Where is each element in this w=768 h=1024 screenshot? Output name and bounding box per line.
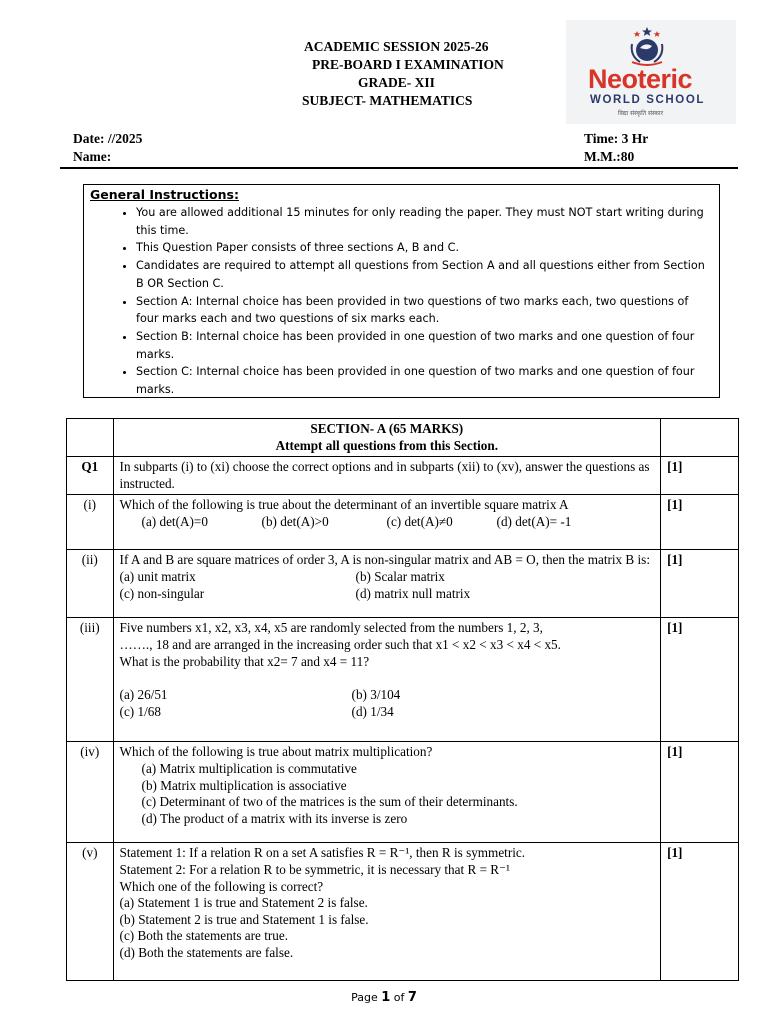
option-d: (d) Both the statements are false. xyxy=(119,944,294,960)
section-subtitle: Attempt all questions from this Section. xyxy=(275,437,499,453)
page-label: Page xyxy=(351,991,378,1004)
table-row xyxy=(67,843,739,981)
logo-brand: Neoteric xyxy=(588,64,693,94)
question-marks: [1] xyxy=(661,550,739,618)
general-instructions xyxy=(83,184,720,398)
instruction-item: • You are allowed additional 15 minutes for only reading the paper. They must NOT start writing during this time. xyxy=(136,204,708,239)
instructions-list xyxy=(84,204,708,399)
header-divider xyxy=(60,167,738,169)
option-c: (c) non-singular xyxy=(119,585,205,601)
option-b: (b) 3/104 xyxy=(351,687,401,703)
question-text: Which of the following is true about the determinant of an invertible square matrix A xyxy=(119,497,569,513)
table-row xyxy=(67,550,739,618)
question-text: In subparts (i) to (xi) choose the correct options and in subparts (xii) to (xv), answer the questions as instructed. xyxy=(113,457,661,495)
table-row xyxy=(67,495,739,550)
instruction-item: • Candidates are required to attempt all questions from Section A and all questions either from Section B OR Section C. xyxy=(136,257,708,292)
max-marks-label: M.M.:80 xyxy=(584,149,635,164)
question-text: If A and B are square matrices of order 3, A is non-singular matrix and AB = O, then the matrix B is: xyxy=(119,552,650,568)
option-a: (a) Statement 1 is true and Statement 2 is false. xyxy=(119,895,368,911)
date-label: Date: //2025 xyxy=(73,131,143,146)
name-label: Name: xyxy=(73,149,112,164)
question-text: Five numbers x1, x2, x3, x4, x5 are randomly selected from the numbers 1, 2, 3, xyxy=(119,620,543,636)
question-marks: [1] xyxy=(661,618,739,742)
subpart-number: (iv) xyxy=(67,742,114,843)
option-d: (d) matrix null matrix xyxy=(355,585,471,601)
option-d: (d) The product of a matrix with its inverse is zero xyxy=(141,810,408,826)
time-label: Time: 3 Hr xyxy=(584,131,649,146)
option-a: (a) 26/51 xyxy=(119,687,168,703)
question-text: Which of the following is true about matrix multiplication? xyxy=(119,744,433,760)
table-row xyxy=(67,457,739,495)
option-a: (a) Matrix multiplication is commutative xyxy=(141,760,357,776)
option-a: (a) det(A)=0 xyxy=(141,513,208,529)
option-b: (b) Scalar matrix xyxy=(355,568,445,584)
session-line: ACADEMIC SESSION 2025-26 xyxy=(304,39,489,54)
page-of: of xyxy=(393,991,405,1004)
section-header-row xyxy=(67,419,739,457)
instruction-item: • Section C: Internal choice has been provided in one question of two marks and one question of four marks. xyxy=(136,363,708,398)
logo-subtitle: WORLD SCHOOL xyxy=(590,94,706,106)
option-b: (b) Matrix multiplication is associative xyxy=(141,777,347,793)
instruction-item: • This Question Paper consists of three sections A, B and C. xyxy=(136,239,708,257)
subpart-number: (ii) xyxy=(67,550,114,618)
instruction-item: • Section A: Internal choice has been provided in two questions of two marks each, two questions of four marks each and two questions of six marks each. xyxy=(136,293,708,328)
exam-line: PRE-BOARD I EXAMINATION xyxy=(312,57,504,72)
question-marks: [1] xyxy=(661,742,739,843)
option-d: (d) 1/34 xyxy=(351,703,394,719)
school-logo xyxy=(566,20,736,124)
subpart-number: (iii) xyxy=(67,618,114,742)
option-c: (c) Determinant of two of the matrices is the sum of their determinants. xyxy=(141,794,518,810)
logo-tagline: विद्या संस्कृति संस्कार xyxy=(618,110,664,117)
page-total: 7 xyxy=(407,990,417,1005)
option-c: (c) Both the statements are true. xyxy=(119,928,288,944)
option-a: (a) unit matrix xyxy=(119,568,196,584)
section-title: SECTION- A (65 MARKS) xyxy=(310,421,464,436)
question-marks: [1] xyxy=(661,495,739,550)
page-current: 1 xyxy=(381,990,391,1005)
question-marks: [1] xyxy=(661,843,739,981)
option-d: (d) det(A)= -1 xyxy=(496,513,572,529)
table-row xyxy=(67,742,739,843)
option-c: (c) 1/68 xyxy=(119,703,161,719)
instruction-item: • Section B: Internal choice has been provided in one question of two marks and one question of four marks. xyxy=(136,328,708,363)
question-text: ……., 18 and are arranged in the increasing order such that x1 < x2 < x3 < x4 < x5. xyxy=(119,636,561,652)
statement-1: Statement 1: If a relation R on a set A satisfies R = R⁻¹, then R is symmetric. xyxy=(119,845,526,861)
question-marks: [1] xyxy=(661,457,739,495)
grade-line: GRADE- XII xyxy=(358,75,435,90)
question-number: Q1 xyxy=(67,457,114,495)
subject-line: SUBJECT- MATHEMATICS xyxy=(302,93,473,108)
table-row xyxy=(67,618,739,742)
page-footer xyxy=(0,990,768,1005)
question-text: Which one of the following is correct? xyxy=(119,878,324,894)
options xyxy=(120,514,655,531)
option-b: (b) Statement 2 is true and Statement 1 is false. xyxy=(119,911,369,927)
question-table xyxy=(66,418,739,981)
instructions-title: General Instructions: xyxy=(90,187,239,202)
statement-2: Statement 2: For a relation R to be symmetric, it is necessary that R = R⁻¹ xyxy=(119,861,511,877)
subpart-number: (i) xyxy=(67,495,114,550)
question-text: What is the probability that x2= 7 and x4 = 11? xyxy=(119,653,370,669)
option-b: (b) det(A)>0 xyxy=(261,513,329,529)
exam-header xyxy=(250,38,580,110)
option-c: (c) det(A)≠0 xyxy=(386,513,453,529)
subpart-number: (v) xyxy=(67,843,114,981)
